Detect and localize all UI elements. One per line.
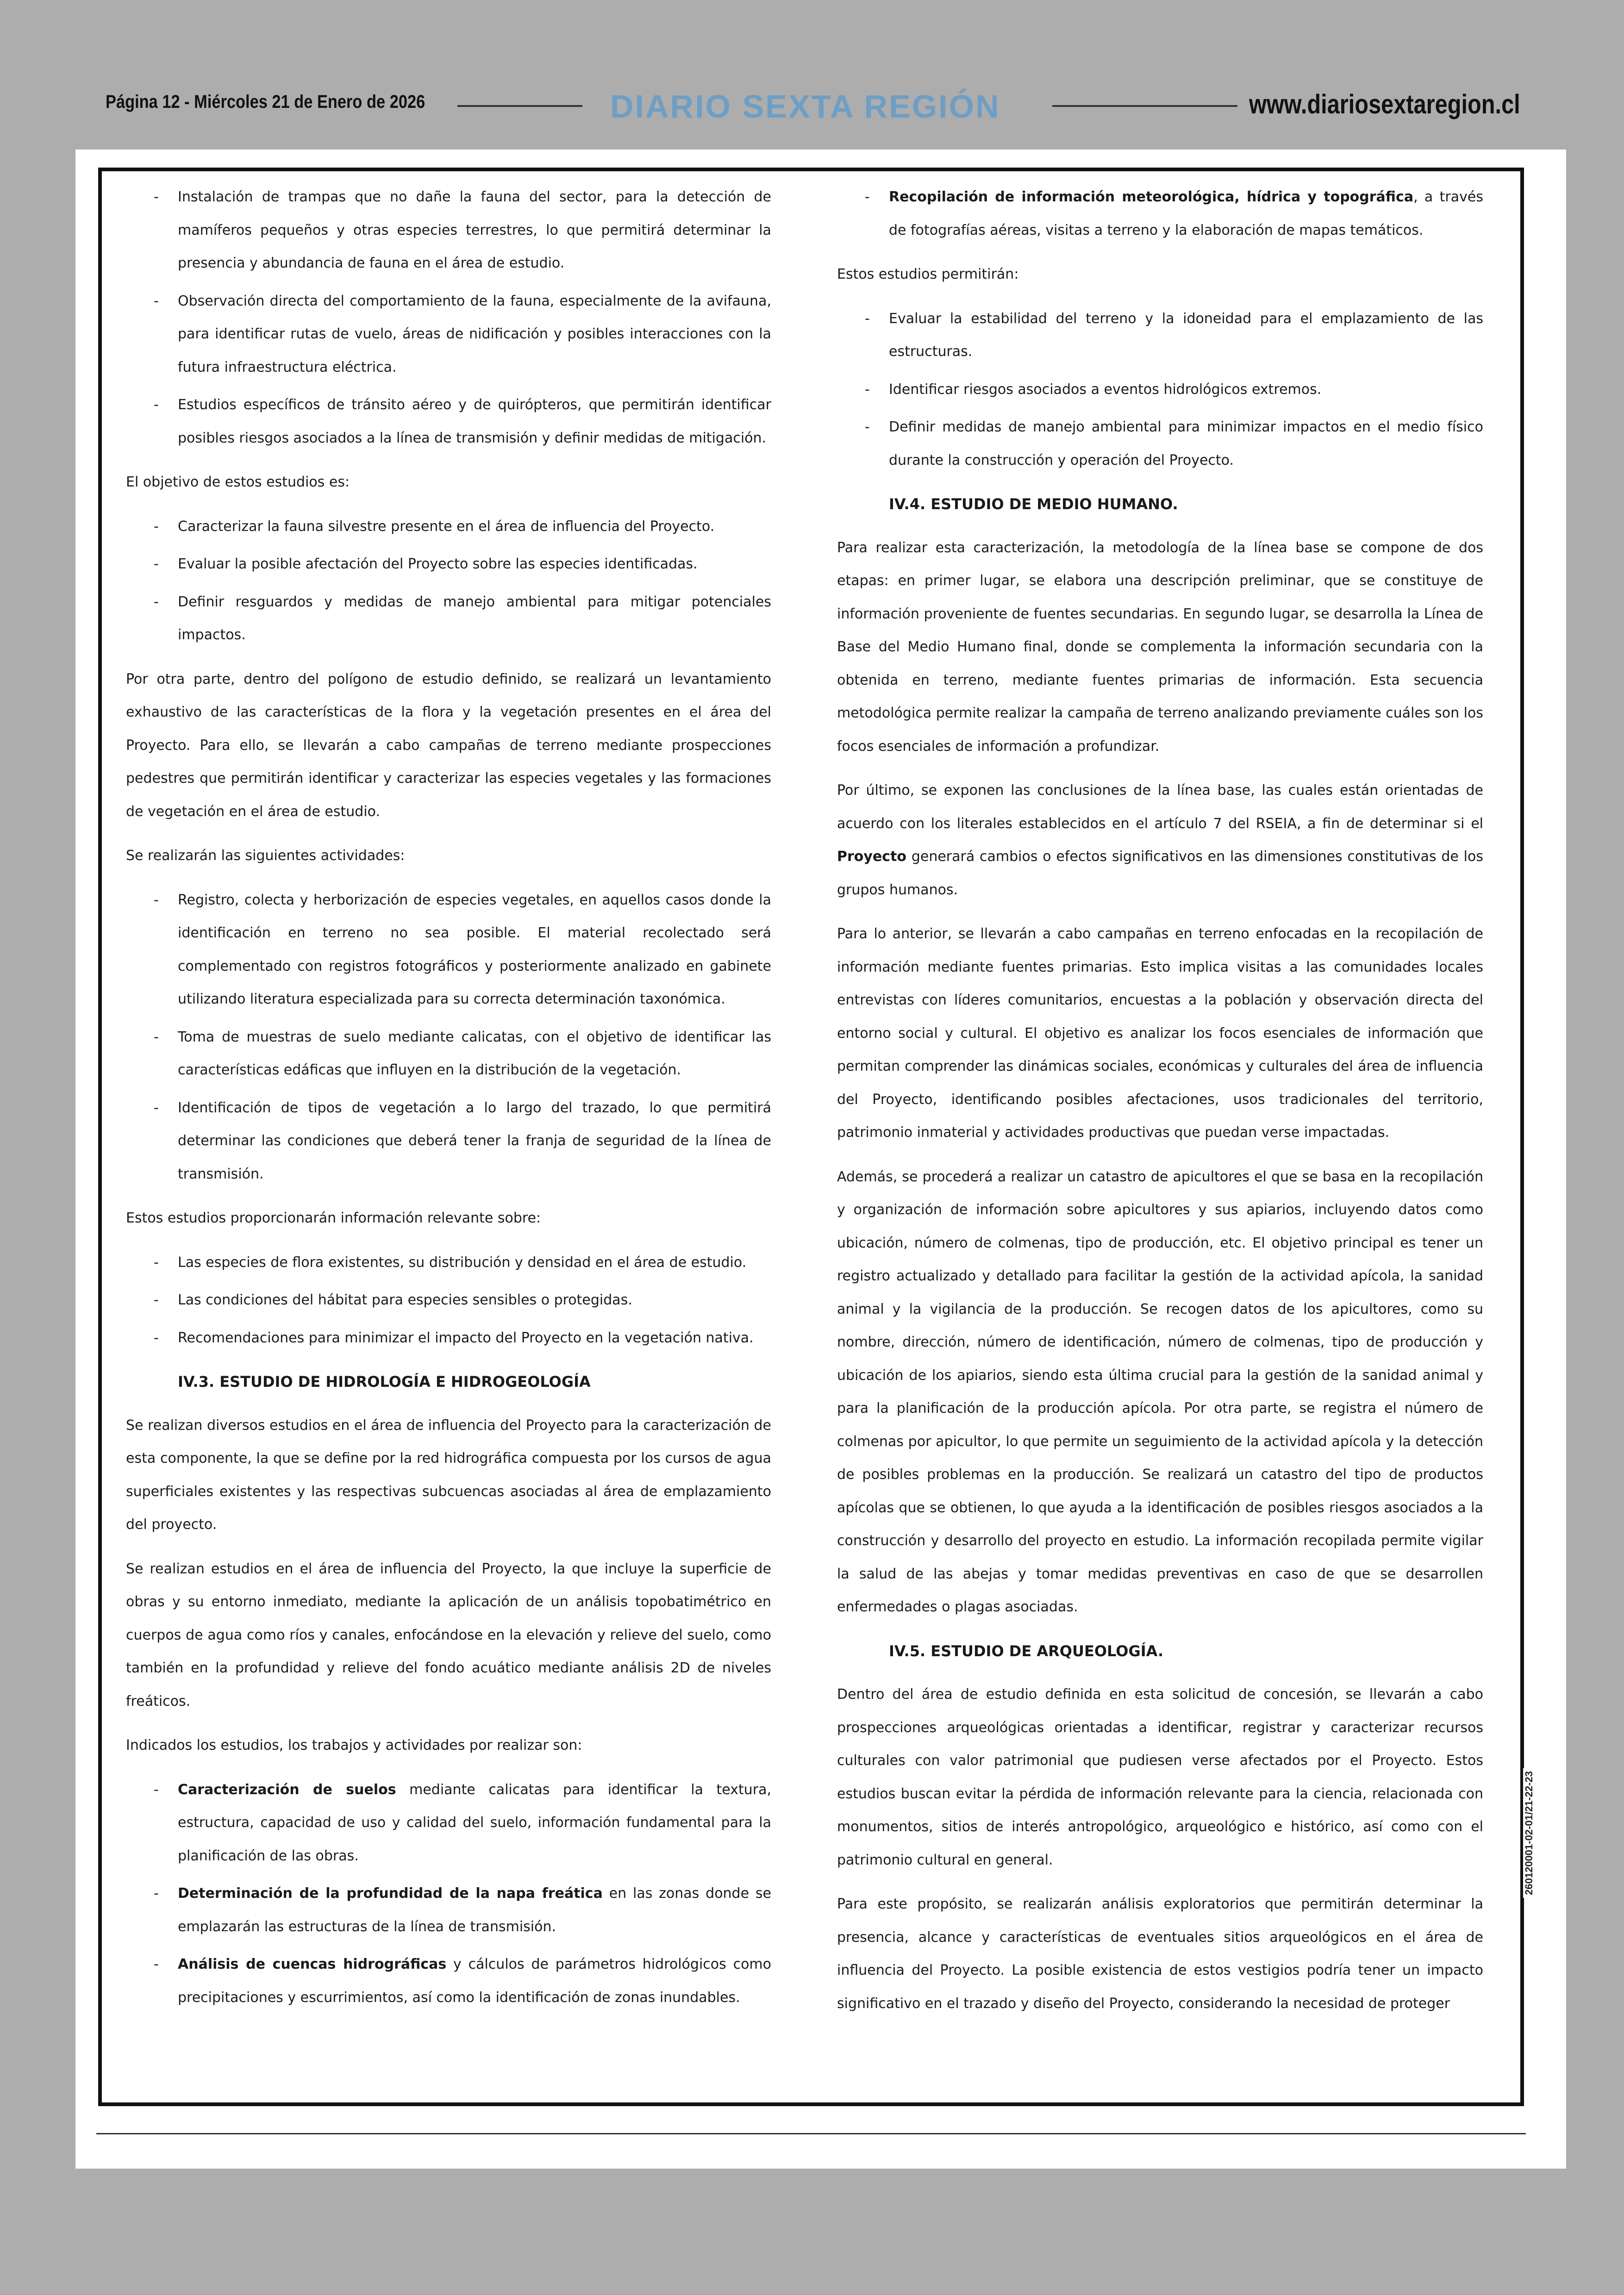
list-item: - Observación directa del comportamiento de la fauna, especialmente de la avifauna, para identificar rutas de vuelo, áreas de nidificación y posibles interacciones con la futura infraestructura eléctrica.	[126, 285, 771, 384]
paragraph: Estos estudios permitirán:	[837, 266, 1019, 282]
paragraph-text: Por último, se exponen las conclusiones de la línea base, las cuales están orientadas de acuerdo con los literales establecidos en el artículo 7 del RSEIA, a fin de determinar si el	[837, 782, 1483, 832]
list-item-bold: Determinación de la profundidad de la napa freática	[178, 1885, 603, 1902]
list-item-bold: Recopilación de información meteorológica, hídrica y topográfica	[889, 189, 1414, 205]
paragraph: Se realizarán las siguientes actividades:	[126, 848, 405, 864]
right-column	[837, 181, 1483, 2031]
masthead	[106, 88, 1531, 125]
list-item-text: , a través de fotografías aéreas, visitas a terreno y la elaboración de mapas temáticos.	[889, 189, 1483, 238]
list-item: - Definir medidas de manejo ambiental para minimizar impactos en el medio físico durante la construcción y operación del Proyecto.	[837, 411, 1483, 477]
newspaper-title: DIARIO SEXTA REGIÓN	[610, 88, 1000, 125]
hidro-activities-continued	[837, 181, 1483, 247]
section-heading-medio-humano: IV.4. ESTUDIO DE MEDIO HUMANO.	[889, 495, 1178, 513]
paragraph: Para lo anterior, se llevarán a cabo campañas en terreno enfocadas en la recopilación de información mediante fuentes primarias. Esto implica visitas a las comunidades locales entrevistas con líderes comunitarios, encuestas a la población y observación directa del entorno social y cultural. El objetivo es analizar los focos esenciales de información que permitan comprender las dinámicas sociales, económicas y culturales del área de influencia del Proyecto, identificando posibles afectaciones, usos tradicionales del territorio, patrimonio inmaterial y actividades productivas que puedan verse impactadas.	[837, 926, 1483, 1141]
paragraph: Estos estudios proporcionarán información relevante sobre:	[126, 1210, 541, 1226]
list-item	[126, 1948, 771, 2014]
masthead-divider-right	[1052, 105, 1237, 107]
list-item-text: mediante calicatas para identificar la textura, estructura, capacidad de uso y calidad del suelo, información fundamental para la planificación de las obras.	[178, 1781, 772, 1864]
list-item: - Las especies de flora existentes, su distribución y densidad en el área de estudio.	[126, 1246, 771, 1279]
list-item: - Registro, colecta y herborización de especies vegetales, en aquellos casos donde la identificación en terreno no sea posible. El material recolectado será complementado con registros fotográficos y posteriormente analizado en gabinete utilizando literatura especializada para su correcta determinación taxonómica.	[126, 884, 771, 1016]
list-item: - Evaluar la estabilidad del terreno y la idoneidad para el emplazamiento de las estructuras.	[837, 302, 1483, 368]
paragraph-text: generará cambios o efectos significativos en las dimensiones constitutivas de los grupos humanos.	[837, 848, 1483, 898]
paragraph-bold: Proyecto	[837, 848, 907, 865]
list-item: - Evaluar la posible afectación del Proyecto sobre las especies identificadas.	[126, 548, 771, 581]
flora-info-list	[126, 1246, 771, 1355]
list-item: - Estudios específicos de tránsito aéreo y de quirópteros, que permitirán identificar posibles riesgos asociados a la línea de transmisión y definir medidas de mitigación.	[126, 388, 771, 455]
paragraph: Se realizan diversos estudios en el área de influencia del Proyecto para la caracterización de esta componente, la que se define por la red hidrográfica compuesta por los cursos de agua superficiales existentes y las respectivas subcuencas asociadas al área de emplazamiento del proyecto.	[126, 1417, 771, 1533]
paragraph: Para este propósito, se realizarán análisis exploratorios que permitirán determinar la presencia, alcance y características de eventuales sitios arqueológicos en el área de influencia del Proyecto. La posible existencia de estos vestigios podría tener un impacto significativo en el trazado y diseño del Proyecto, considerando la necesidad de proteger	[837, 1896, 1483, 2012]
fauna-objectives-list	[126, 510, 771, 652]
list-item	[126, 1877, 771, 1943]
list-item-text: en las zonas donde se emplazarán las estructuras de la línea de transmisión.	[178, 1885, 771, 1935]
list-item: - Las condiciones del hábitat para especies sensibles o protegidas.	[126, 1284, 771, 1317]
list-item: - Recomendaciones para minimizar el impacto del Proyecto en la vegetación nativa.	[126, 1322, 771, 1355]
paragraph: Dentro del área de estudio definida en esta solicitud de concesión, se llevarán a cabo prospecciones arqueológicas orientadas a identificar, registrar y caracterizar recursos culturales con valor patrimonial que pudiesen verse afectados por el Proyecto. Estos estudios buscan evitar la pérdida de información relevante para la ciencia, relacionada con monumentos, sitios de interés antropológico, arqueológico e histórico, así como con el patrimonio cultural en general.	[837, 1686, 1483, 1868]
section-heading-arqueologia: IV.5. ESTUDIO DE ARQUEOLOGÍA.	[889, 1642, 1164, 1660]
list-item	[837, 181, 1483, 247]
list-item	[126, 1773, 771, 1873]
paragraph: Además, se procederá a realizar un catastro de apicultores el que se basa en la recopilación y organización de información sobre apicultores y sus apiarios, incluyendo datos como ubicación, número de colmenas, tipo de producción, etc. El objetivo principal es tener un registro actualizado y detallado para facilitar la gestión de la actividad apícola, la sanidad animal y la vigilancia de la producción. Se recogen datos de los apicultores, como su nombre, dirección, número de identificación, número de colmenas, tipo de producción y ubicación de los apiarios, siendo esta última crucial para la gestión de la sanidad animal y para la planificación de la producción apícola. Por otra parte, se registra el número de colmenas por apicultor, lo que permite un seguimiento de la actividad apícola y la detección de posibles problemas en la producción. Se realizará un catastro del tipo de productos apícolas que se obtienen, lo que ayuda a la identificación de posibles riesgos asociados a la construcción y desarrollo del proyecto en estudio. La información recopilada permite vigilar la salud de las abejas y tomar medidas preventivas en caso de que se desarrollen enfermedades o plagas asociadas.	[837, 1168, 1483, 1615]
hidro-activities-list	[126, 1773, 771, 2014]
section-heading-hidrologia: IV.3. ESTUDIO DE HIDROLOGÍA E HIDROGEOLOGÍA	[178, 1373, 591, 1391]
list-item-bold: Caracterización de suelos	[178, 1781, 396, 1798]
left-column	[126, 181, 771, 2025]
paragraph: Indicados los estudios, los trabajos y actividades por realizar son:	[126, 1737, 582, 1753]
list-item: - Instalación de trampas que no dañe la fauna del sector, para la detección de mamíferos pequeños y otras especies terrestres, lo que permitirá determinar la presencia y abundancia de fauna en el área de estudio.	[126, 181, 771, 280]
paragraph: El objetivo de estos estudios es:	[126, 474, 350, 490]
masthead-divider-left	[457, 105, 582, 107]
paragraph: Se realizan estudios en el área de influencia del Proyecto, la que incluye la superficie de obras y su entorno inmediato, mediante la aplicación de un análisis topobatimétrico en cuerpos de agua como ríos y canales, enfocándose en la elevación y relieve del suelo, como también en la profundidad y relieve del fondo acuático mediante análisis 2D de niveles freáticos.	[126, 1560, 771, 1709]
side-code: 260120001-02-01/21-22-23	[1523, 1768, 1535, 1898]
bottom-rule	[96, 2133, 1526, 2134]
paragraph	[837, 774, 1483, 906]
website-url[interactable]: www.diariosextaregion.cl	[1249, 89, 1520, 119]
list-item-text: y cálculos de parámetros hidrológicos como precipitaciones y escurrimientos, así como la identificación de zonas inundables.	[178, 1956, 772, 2006]
list-item: - Identificación de tipos de vegetación a lo largo del trazado, lo que permitirá determinar las condiciones que deberá tener la franja de seguridad de la línea de transmisión.	[126, 1091, 771, 1191]
paragraph: Por otra parte, dentro del polígono de estudio definido, se realizará un levantamiento exhaustivo de las características de la flora y la vegetación presentes en el área del Proyecto. Para ello, se llevarán a cabo campañas de terreno mediante prospecciones pedestres que permitirán identificar y caracterizar las especies vegetales y las formaciones de vegetación en el área de estudio.	[126, 671, 771, 820]
hidro-outcomes-list	[837, 302, 1483, 477]
list-item: - Toma de muestras de suelo mediante calicatas, con el objetivo de identificar las características edáficas que influyen en la distribución de la vegetación.	[126, 1021, 771, 1087]
paragraph: Para realizar esta caracterización, la metodología de la línea base se compone de dos etapas: en primer lugar, se elabora una descripción preliminar, que se constituye de información proveniente de fuentes secundarias. En segundo lugar, se desarrolla la Línea de Base del Medio Humano final, donde se complementa la información secundaria con la obtenida en terreno, mediante fuentes primarias de información. Esta secuencia metodológica permite realizar la campaña de terreno analizando previamente cuáles son los focos esenciales de información a profundizar.	[837, 539, 1483, 755]
list-item: - Definir resguardos y medidas de manejo ambiental para mitigar potenciales impactos.	[126, 586, 771, 652]
fauna-methods-list	[126, 181, 771, 455]
list-item: - Identificar riesgos asociados a eventos hidrológicos extremos.	[837, 373, 1483, 406]
page-info: Página 12 - Miércoles 21 de Enero de 2026	[106, 92, 425, 112]
list-item: - Caracterizar la fauna silvestre presente en el área de influencia del Proyecto.	[126, 510, 771, 543]
list-item-bold: Análisis de cuencas hidrográficas	[178, 1956, 447, 1972]
flora-activities-list	[126, 884, 771, 1191]
